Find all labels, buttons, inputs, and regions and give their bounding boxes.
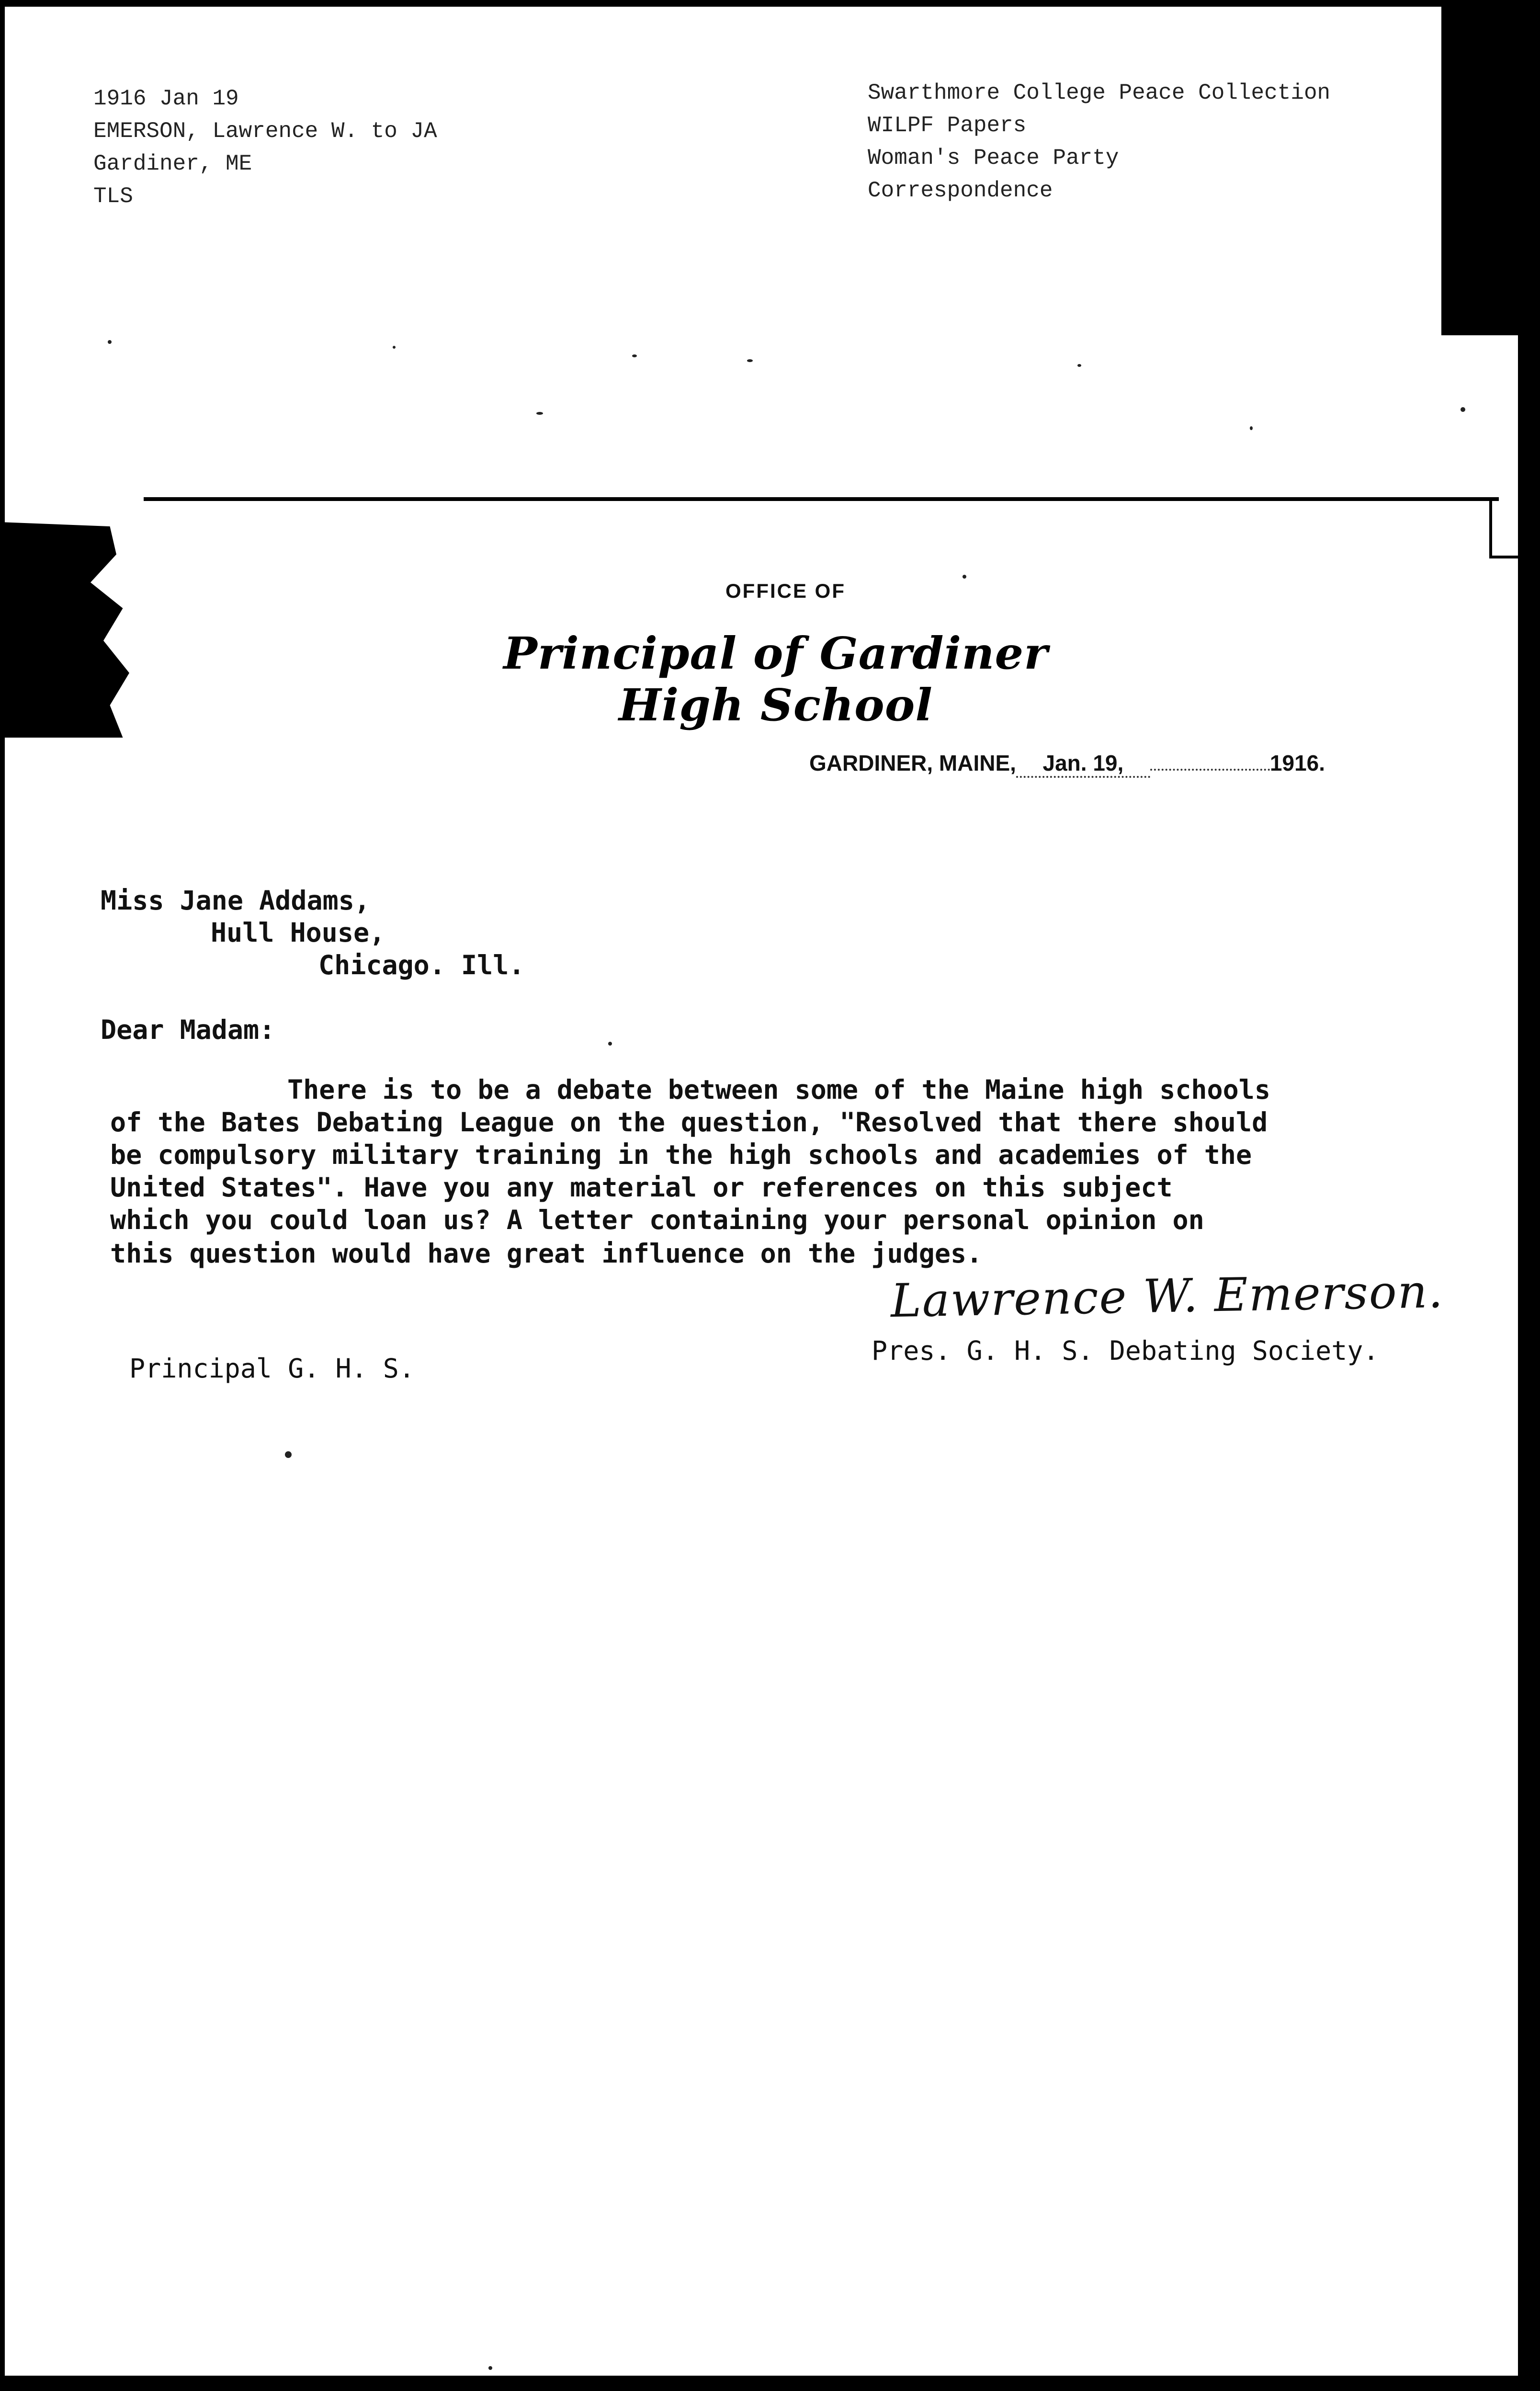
letter-date: Jan. 19, (1016, 750, 1150, 778)
scan-speck (536, 412, 543, 415)
body-line: United States". Have you any material or references on this subject (110, 1172, 1173, 1203)
archive-correspondents: EMERSON, Lawrence W. to JA (93, 119, 437, 144)
archive-papers: WILPF Papers (868, 113, 1027, 138)
scan-border-right-top (1441, 0, 1540, 335)
scan-speck (285, 1451, 292, 1458)
archive-date: 1916 Jan 19 (93, 86, 239, 111)
archive-doc-type: TLS (93, 184, 133, 209)
scan-speck (488, 2366, 492, 2370)
scan-speck (108, 340, 112, 344)
scan-border-left (0, 0, 5, 2391)
scan-border-right (1518, 335, 1540, 2391)
addressee-name: Miss Jane Addams, (101, 885, 370, 916)
cc-line: Principal G. H. S. (129, 1353, 415, 1384)
letterhead-office-of: OFFICE OF (725, 580, 846, 602)
scan-border-top (0, 0, 1540, 7)
handwritten-signature: Lawrence W. Emerson. (890, 1264, 1444, 1328)
body-line: this question would have great influence on the judges. (110, 1238, 983, 1269)
archive-place: Gardiner, ME (93, 151, 252, 176)
scan-speck (608, 1042, 612, 1046)
letterhead-title: Principal of Gardiner High School (503, 627, 1048, 731)
scan-speck (962, 575, 966, 579)
archive-subseries: Correspondence (868, 178, 1053, 203)
addressee-line-2: Hull House, (211, 917, 385, 948)
body-line: be compulsory military training in the high schools and academies of the (110, 1139, 1252, 1170)
scan-speck (1461, 407, 1465, 412)
body-line: which you could loan us? A letter containing your personal opinion on (110, 1205, 1204, 1235)
place-label: GARDINER, MAINE, (809, 751, 1016, 775)
page-fold-line (144, 497, 1499, 501)
scan-speck (632, 354, 637, 357)
letterhead-place-date (809, 750, 1325, 778)
addressee-line-3: Chicago. Ill. (318, 950, 525, 980)
archive-series: Woman's Peace Party (868, 146, 1119, 171)
torn-edge-left (0, 522, 129, 738)
scan-speck (393, 346, 396, 349)
archive-collection: Swarthmore College Peace Collection (868, 80, 1331, 105)
body-line: There is to be a debate between some of the Maine high schools (287, 1074, 1270, 1105)
signer-title: Pres. G. H. S. Debating Society. (872, 1335, 1379, 1366)
salutation: Dear Madam: (101, 1014, 275, 1045)
body-line: of the Bates Debating League on the question, "Resolved that there should (110, 1107, 1268, 1138)
scan-speck (1250, 426, 1253, 430)
date-dotted-line (1150, 750, 1270, 771)
scan-speck (1077, 364, 1081, 367)
scan-border-bottom (0, 2376, 1540, 2391)
folded-corner (1489, 498, 1530, 558)
letter-year: 1916. (1269, 751, 1325, 775)
scan-speck (747, 359, 753, 362)
